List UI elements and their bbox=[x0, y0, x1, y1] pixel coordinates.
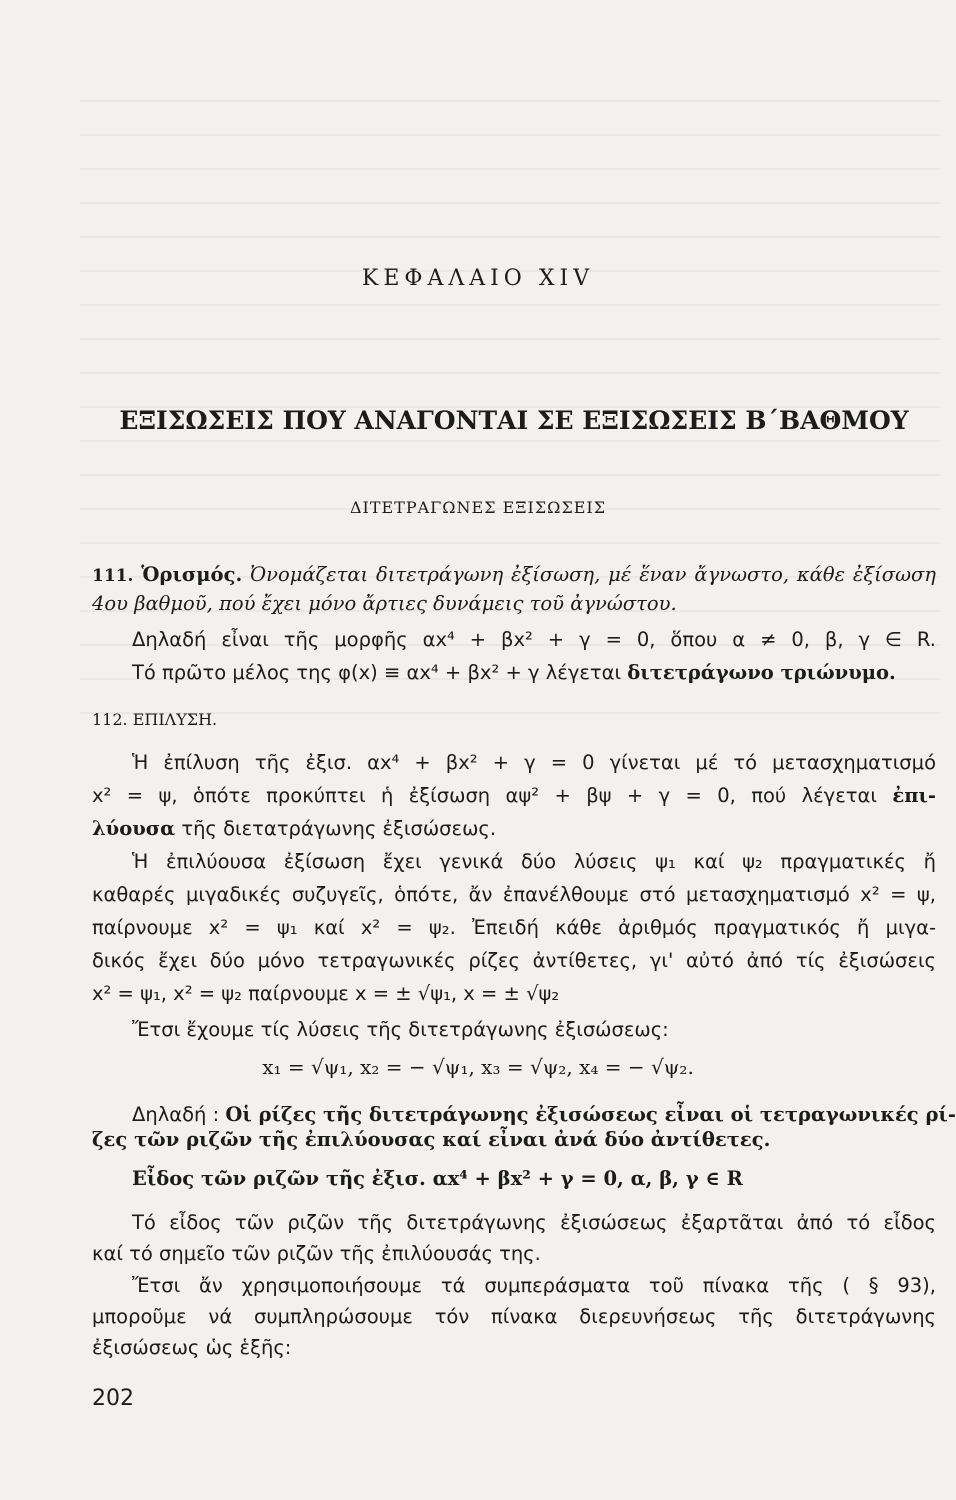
summary-lead: Δηλαδή : bbox=[132, 1103, 220, 1126]
solution-line-1: Ἡ ἐπίλυση τῆς ἐξισ. αx⁴ + βx² + γ = 0 γίνεται μέ τό μετασχηματισμό bbox=[132, 751, 936, 774]
solution-line-3 bbox=[92, 819, 936, 839]
roots-kind-heading: Εἶδος τῶν ριζῶν τῆς ἐξισ. αx⁴ + βx² + γ = 0, α, β, γ ∈ R bbox=[132, 1167, 743, 1190]
solution-line-4: Ἡ ἐπιλύουσα ἐξίσωση ἔχει γενικά δύο λύσεις ψ₁ καί ψ₂ πραγματικές ἤ bbox=[132, 850, 936, 873]
chapter-heading: ΚΕΦΑΛΑΙΟ XIV bbox=[361, 266, 595, 291]
solution-text-2: x² = ψ, ὁπότε προκύπτει ἡ ἐξίσωση αψ² + βψ + γ = 0, πού λέγεται bbox=[92, 784, 877, 807]
solution-text-3: τῆς διετατράγωνης ἐξισώσεως. bbox=[181, 817, 497, 840]
section-number-111: 111. bbox=[92, 566, 134, 586]
section-subtitle: ΔΙΤΕΤΡΑΓΩΝΕΣ ΕΞΙΣΩΣΕΙΣ bbox=[349, 498, 607, 517]
definition-text-1: Ὀνομάζεται διτετράγωνη ἐξίσωση, μέ ἕναν ἄγνωστο, κάθε ἐξίσωση bbox=[250, 563, 936, 586]
summary-line-2: ζες τῶν ριζῶν τῆς ἐπιλύουσας καί εἶναι ἀνά δύο ἀντίθετες. bbox=[92, 1128, 771, 1151]
kind-line-5: ἐξισώσεως ὡς ἑξῆς: bbox=[92, 1336, 292, 1359]
definition-line-3: Δηλαδή εἶναι τῆς μορφῆς αx⁴ + βx² + γ = 0, ὅπου α ≠ 0, β, γ ∈ R. bbox=[132, 628, 936, 651]
summary-bold-1: Οἱ ρίζες τῆς διτετράγωνης ἐξισώσεως εἶναι οἱ τετραγωνικές ρί- bbox=[225, 1103, 956, 1126]
definition-line-2: 4ου βαθμοῦ, πού ἔχει μόνο ἄρτιες δυνάμεις τοῦ ἀγνώστου. bbox=[92, 592, 677, 615]
solution-line-8: x² = ψ₁, x² = ψ₂ παίρνουμε x = ± √ψ₁, x = ± √ψ₂ bbox=[92, 982, 560, 1005]
page-number: 202 bbox=[92, 1386, 134, 1411]
resolvent-term-part1: ἐπι- bbox=[892, 784, 936, 807]
main-title: ΕΞΙΣΩΣΕΙΣ ΠΟΥ ΑΝΑΓΟΝΤΑΙ ΣΕ ΕΞΙΣΩΣΕΙΣ Β΄ΒΑΘΜΟΥ bbox=[119, 406, 909, 435]
trinomial-text: Τό πρῶτο μέλος της φ(x) ≡ αx⁴ + βx² + γ λέγεται bbox=[132, 661, 622, 684]
solution-line-7: δικός ἔχει δύο μόνο τετραγωνικές ρίζες ἀντίθετες, γι' αὐτό ἀπό τίς ἐξισώσεις bbox=[92, 949, 936, 972]
kind-line-2: καί τό σημεῖο τῶν ριζῶν τῆς ἐπιλύουσάς της. bbox=[92, 1242, 541, 1265]
solution-line-5: καθαρές μιγαδικές συζυγεῖς, ὁπότε, ἄν ἐπανέλθουμε στό μετασχηματισμό x² = ψ, bbox=[92, 883, 936, 906]
definition-line-4 bbox=[92, 663, 936, 683]
kind-line-3: Ἔτσι ἄν χρησιμοποιήσουμε τά συμπεράσματα τοῦ πίνακα τῆς ( § 93), bbox=[132, 1274, 936, 1297]
kind-line-4: μποροῦμε νά συμπληρώσουμε τόν πίνακα διερευνήσεως τῆς διτετράγωνης bbox=[92, 1305, 936, 1328]
resolvent-term-part2: λύουσα bbox=[92, 817, 176, 840]
roots-formula: x₁ = √ψ₁, x₂ = − √ψ₁, x₃ = √ψ₂, x₄ = − √ψ₂. bbox=[262, 1055, 694, 1079]
definition-heading: Ὁρισμός. bbox=[141, 563, 243, 586]
summary-line-1 bbox=[92, 1103, 956, 1126]
section-112-heading: 112. ΕΠΙΛΥΣΗ. bbox=[92, 710, 218, 729]
solution-line-2 bbox=[92, 786, 936, 806]
show-through-texture bbox=[80, 80, 940, 720]
kind-line-1: Τό εἶδος τῶν ριζῶν τῆς διτετράγωνης ἐξισώσεως ἐξαρτᾶται ἀπό τό εἶδος bbox=[132, 1211, 936, 1234]
definition-line-1 bbox=[92, 565, 936, 585]
solution-line-9: Ἔτσι ἔχουμε τίς λύσεις τῆς διτετράγωνης ἐξισώσεως: bbox=[132, 1018, 669, 1041]
solution-line-6: παίρνουμε x² = ψ₁ καί x² = ψ₂. Ἐπειδή κάθε ἀριθμός πραγματικός ἤ μιγα- bbox=[92, 916, 936, 939]
trinomial-term: διτετράγωνο τριώνυμο. bbox=[627, 661, 896, 684]
